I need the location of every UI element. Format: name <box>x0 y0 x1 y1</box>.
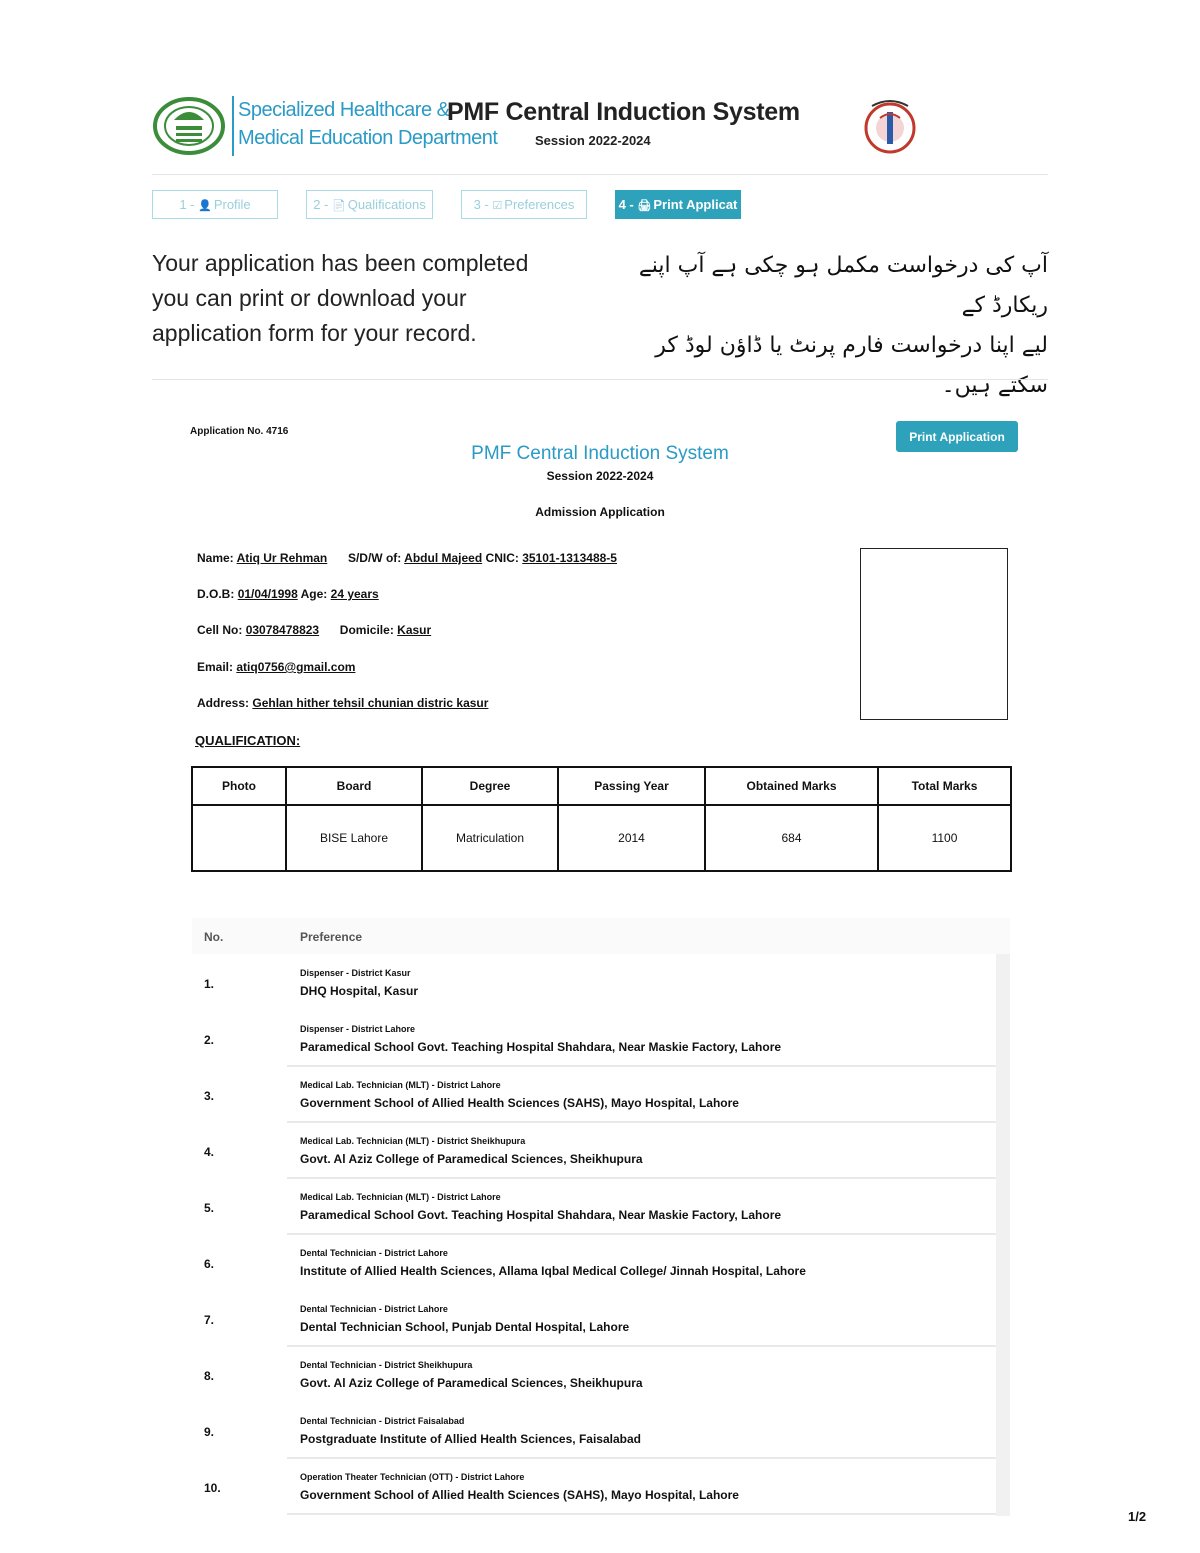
preference-category: Dental Technician - District Lahore <box>300 1304 448 1314</box>
checklist-icon: ☑ <box>492 200 503 212</box>
qual-col-board: Board <box>286 767 422 805</box>
preference-no: 6. <box>204 1257 215 1271</box>
age-value: 24 years <box>330 587 379 601</box>
form-session: Session 2022-2024 <box>546 469 654 483</box>
qualification-header-row <box>192 767 1011 805</box>
preference-row <box>192 1011 996 1067</box>
preference-row <box>192 1179 996 1235</box>
qual-cell-board: BISE Lahore <box>286 805 422 871</box>
qual-col-degree: Degree <box>422 767 558 805</box>
info-line-cell <box>197 623 431 637</box>
row-divider <box>287 1513 996 1515</box>
step-preferences-label: Preferences <box>504 197 575 212</box>
preference-row <box>192 1291 996 1347</box>
form-title: PMF Central Induction System <box>471 443 729 464</box>
dob-value: 01/04/1998 <box>237 587 298 601</box>
info-line-dob <box>197 587 379 601</box>
application-number: Application No. 4716 <box>190 426 289 437</box>
preference-row <box>192 955 996 1011</box>
punjab-government-logo-icon <box>152 96 226 156</box>
preference-no: 9. <box>204 1425 215 1439</box>
sdw-value: Abdul Majeed <box>404 551 483 565</box>
applicant-photo-box <box>860 548 1008 720</box>
preferences-scrollbar[interactable] <box>996 954 1010 1516</box>
qualification-row <box>192 805 1011 871</box>
name-value: Atiq Ur Rehman <box>236 551 328 565</box>
domicile-value: Kasur <box>397 623 432 637</box>
preference-row <box>192 1347 996 1403</box>
preference-category: Medical Lab. Technician (MLT) - District Sheikhupura <box>300 1136 526 1146</box>
preference-category: Dispenser - District Lahore <box>300 1024 416 1034</box>
preference-row <box>192 1403 996 1459</box>
step-qualifications-number: 2 - <box>313 197 329 212</box>
qualification-heading: QUALIFICATION: <box>195 733 301 748</box>
preference-category: Medical Lab. Technician (MLT) - District Lahore <box>300 1080 501 1090</box>
preference-no: 4. <box>204 1145 215 1159</box>
preference-no: 8. <box>204 1369 215 1383</box>
qual-cell-photo <box>192 805 286 871</box>
preference-category: Dental Technician - District Sheikhupura <box>300 1360 473 1370</box>
preference-row <box>192 1067 996 1123</box>
preference-institute: Postgraduate Institute of Allied Health Sciences, Faisalabad <box>300 1432 641 1446</box>
page-header <box>152 92 1048 164</box>
file-icon: 📄 <box>332 200 346 212</box>
step-profile-number: 1 - <box>179 197 195 212</box>
email-label: Email: <box>197 660 234 674</box>
step-profile[interactable] <box>152 190 278 219</box>
preference-institute: Paramedical School Govt. Teaching Hospital Shahdara, Near Maskie Factory, Lahore <box>300 1208 782 1222</box>
preferences-col-preference: Preference <box>300 930 363 944</box>
department-name-line2: Medical Education Department <box>238 127 498 149</box>
step-preferences[interactable] <box>461 190 587 219</box>
cell-value: 03078478823 <box>245 623 320 637</box>
completion-message-urdu <box>600 246 1048 406</box>
dob-label: D.O.B: <box>197 587 235 601</box>
age-label: Age: <box>300 587 328 601</box>
print-icon: 🖨 <box>637 200 652 212</box>
preferences-header-row <box>192 918 1010 954</box>
header-divider <box>152 174 1048 175</box>
preference-no: 5. <box>204 1201 215 1215</box>
preference-no: 7. <box>204 1313 215 1327</box>
completion-english-line3: application form for your record. <box>152 320 477 346</box>
info-line-name <box>197 551 617 565</box>
preference-category: Dental Technician - District Lahore <box>300 1248 448 1258</box>
info-line-address <box>197 696 488 710</box>
qual-col-obtained-marks: Obtained Marks <box>705 767 878 805</box>
preference-category: Dental Technician - District Faisalabad <box>300 1416 465 1426</box>
step-print-label: Print Applicat <box>653 197 738 212</box>
qual-cell-total-marks: 1100 <box>878 805 1011 871</box>
preference-institute: Govt. Al Aziz College of Paramedical Sciences, Sheikhupura <box>300 1152 643 1166</box>
step-qualifications-label: Qualifications <box>347 197 426 212</box>
address-label: Address: <box>197 696 250 710</box>
preference-row <box>192 1235 996 1291</box>
domicile-label: Domicile: <box>339 623 394 637</box>
punjab-medical-faculty-logo-icon <box>852 96 928 156</box>
preference-institute: Institute of Allied Health Sciences, Allama Iqbal Medical College/ Jinnah Hospital, Lahore <box>300 1264 806 1278</box>
preference-no: 10. <box>204 1481 221 1495</box>
cnic-label: CNIC: <box>485 551 519 565</box>
step-qualifications[interactable] <box>306 190 433 219</box>
form-subtitle: Admission Application <box>535 505 665 519</box>
qual-col-total-marks: Total Marks <box>878 767 1011 805</box>
qual-cell-passing-year: 2014 <box>558 805 705 871</box>
preference-institute: Govt. Al Aziz College of Paramedical Sciences, Sheikhupura <box>300 1376 643 1390</box>
qual-col-photo: Photo <box>192 767 286 805</box>
step-profile-label: Profile <box>213 197 251 212</box>
step-print-application[interactable] <box>615 190 741 219</box>
step-print-number: 4 - <box>618 197 634 212</box>
preference-no: 1. <box>204 977 215 991</box>
user-icon: 👤 <box>198 200 212 212</box>
preference-institute: DHQ Hospital, Kasur <box>300 984 419 998</box>
completion-english-line1: Your application has been completed <box>152 250 529 276</box>
completion-message-english <box>152 246 572 351</box>
address-value: Gehlan hither tehsil chunian distric kasur <box>252 696 489 710</box>
info-line-email <box>197 660 355 674</box>
name-label: Name: <box>197 551 234 565</box>
preference-institute: Government School of Allied Health Sciences (SAHS), Mayo Hospital, Lahore <box>300 1096 739 1110</box>
system-session: Session 2022-2024 <box>535 133 651 148</box>
preference-category: Dispenser - District Kasur <box>300 968 411 978</box>
sdw-label: S/D/W of: <box>347 551 402 565</box>
qualification-table <box>191 766 1012 872</box>
completion-english-line2: you can print or download your <box>152 285 467 311</box>
preference-category: Operation Theater Technician (OTT) - District Lahore <box>300 1472 525 1482</box>
completion-urdu-line1: آپ کی درخواست مکمل ہو چکی ہے آپ اپنے ریکارڈ کے <box>638 253 1048 318</box>
print-application-button[interactable]: Print Application <box>896 421 1018 452</box>
page-number: 1/2 <box>1128 1509 1147 1524</box>
email-value: atiq0756@gmail.com <box>236 660 356 674</box>
preference-no: 2. <box>204 1033 215 1047</box>
cell-label: Cell No: <box>197 623 243 637</box>
qual-col-passing-year: Passing Year <box>558 767 705 805</box>
department-name-line1: Specialized Healthcare & <box>238 99 450 121</box>
preference-institute: Dental Technician School, Punjab Dental Hospital, Lahore <box>300 1320 630 1334</box>
completion-urdu-line2: لیے اپنا درخواست فارم پرنٹ یا ڈاؤن لوڈ کر سکتے ہیں۔ <box>655 333 1048 398</box>
preference-institute: Government School of Allied Health Sciences (SAHS), Mayo Hospital, Lahore <box>300 1488 739 1502</box>
step-preferences-number: 3 - <box>473 197 489 212</box>
preference-row <box>192 1123 996 1179</box>
system-title: PMF Central Induction System <box>447 98 800 126</box>
preferences-table <box>192 918 1010 1516</box>
qual-cell-obtained-marks: 684 <box>705 805 878 871</box>
section-divider <box>152 379 1048 380</box>
cnic-value: 35101-1313488-5 <box>522 551 617 565</box>
preference-institute: Paramedical School Govt. Teaching Hospital Shahdara, Near Maskie Factory, Lahore <box>300 1040 782 1054</box>
preference-category: Medical Lab. Technician (MLT) - District Lahore <box>300 1192 501 1202</box>
qual-cell-degree: Matriculation <box>422 805 558 871</box>
preference-no: 3. <box>204 1089 215 1103</box>
preferences-col-no: No. <box>204 930 224 944</box>
preference-row <box>192 1459 996 1515</box>
